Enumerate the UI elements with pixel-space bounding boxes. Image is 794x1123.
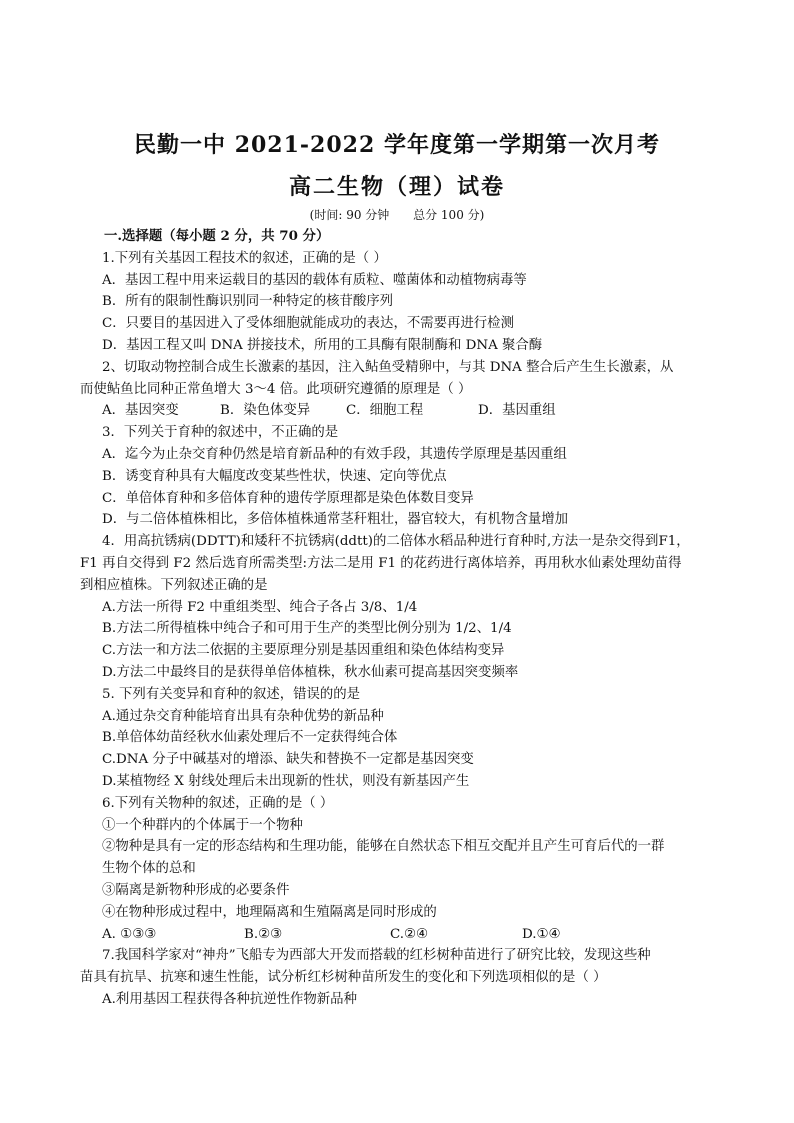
exam-content	[80, 226, 730, 1011]
question-2-stem: 2、切取动物控制合成生长激素的基因，注入鲇鱼受精卵中，与其 DNA 整合后产生生长激素，从	[102, 359, 674, 375]
exam-time: (时间: 90 分钟	[309, 208, 390, 222]
question-1-option-a: A．基因工程中用来运载目的基因的载体有质粒、噬菌体和动植物病毒等	[102, 272, 527, 288]
exam-meta	[0, 206, 794, 223]
question-6-option-d: D.①④	[522, 926, 561, 942]
question-7-option-a: A.利用基因工程获得各种抗逆性作物新品种	[102, 991, 357, 1007]
exam-title: 民勤一中 2021-2022 学年度第一学期第一次月考	[134, 132, 660, 158]
question-1-stem: 1.下列有关基因工程技术的叙述，正确的是（ ）	[102, 250, 387, 266]
question-7-stem-cont: 苗具有抗旱、抗寒和速生性能，试分析红杉树种苗所发生的变化和下列选项相似的是（ ）	[80, 970, 607, 986]
question-4-stem-cont-2: 到相应植株。下列叙述正确的是	[80, 577, 268, 593]
question-6-statement-2: ②物种是具有一定的形态结构和生理功能，能够在自然状态下相互交配并且产生可育后代的一群	[102, 839, 665, 855]
question-5-option-b: B.单倍体幼苗经秋水仙素处理后不一定获得纯合体	[102, 730, 398, 746]
question-5-option-a: A.通过杂交育种能培育出具有杂种优势的新品种	[102, 708, 384, 724]
question-4-option-c: C.方法一和方法二依据的主要原理分别是基因重组和染色体结构变异	[102, 643, 505, 659]
question-6-statement-3: ③隔离是新物种形成的必要条件	[102, 882, 290, 898]
question-2-option-d: D．基因重组	[478, 403, 556, 419]
question-5-stem: 5. 下列有关变异和育种的叙述，错误的的是	[102, 686, 361, 702]
question-1-option-b: B．所有的限制性酶识别同一种特定的核苷酸序列	[102, 294, 394, 310]
question-5-option-c: C.DNA 分子中碱基对的增添、缺失和替换不一定都是基因突变	[102, 752, 474, 768]
question-4-stem: 4．用高抗锈病(DDTT)和矮秆不抗锈病(ddtt)的二倍体水稻品种进行育种时,方法一是杂交得到F1，	[102, 534, 690, 550]
question-3-option-d: D．与二倍体植株相比，多倍体植株通常茎秆粗壮，器官较大，有机物含量增加	[102, 512, 569, 528]
exam-total-score: 总分 100 分)	[413, 208, 485, 222]
question-4-option-d: D.方法二中最终目的是获得单倍体植株，秋水仙素可提高基因突变频率	[102, 664, 519, 680]
question-2-stem-cont: 而使鲇鱼比同种正常鱼增大 3～4 倍。此项研究遵循的原理是（ ）	[80, 381, 472, 397]
question-6-option-a: A. ①③③	[102, 926, 157, 942]
question-2-option-a: A．基因突变	[102, 403, 179, 419]
question-3-option-b: B．诱变育种具有大幅度改变某些性状，快速、定向等优点	[102, 468, 447, 484]
question-4-option-b: B.方法二所得植株中纯合子和可用于生产的类型比例分别为 1/2、1/4	[102, 621, 512, 637]
question-3-stem: 3．下列关于育种的叙述中，不正确的是	[102, 425, 339, 441]
question-4-stem-cont-1: F1 再自交得到 F2 然后选育所需类型:方法二是用 F1 的花药进行离体培养，再用秋水仙素处理幼苗得	[80, 555, 682, 571]
question-1-option-c: C．只要目的基因进入了受体细胞就能成功的表达，不需要再进行检测	[102, 316, 514, 332]
question-3-option-a: A．迄今为止杂交育种仍然是培育新品种的有效手段，其遗传学原理是基因重组	[102, 446, 567, 462]
question-2-option-c: C．细胞工程	[346, 403, 424, 419]
question-6-statement-1: ①一个种群内的个体属于一个物种	[102, 817, 303, 833]
question-6-statement-4: ④在物种形成过程中，地理隔离和生殖隔离是同时形成的	[102, 904, 437, 920]
question-2-options	[80, 400, 730, 422]
question-6-option-b: B.②③	[244, 926, 283, 942]
question-6-options	[80, 924, 730, 946]
question-7-stem: 7.我国科学家对“神舟”飞船专为西部大开发而搭载的红杉树种苗进行了研究比较，发现这些种	[102, 948, 651, 964]
question-5-option-d: D.某植物经 X 射线处理后未出现新的性状，则没有新基因产生	[102, 773, 470, 789]
question-3-option-c: C．单倍体育种和多倍体育种的遗传学原理都是染色体数目变异	[102, 490, 474, 506]
question-6-stem: 6.下列有关物种的叙述，正确的是（ ）	[102, 795, 334, 811]
section-heading: 一.选择题（每小题 2 分，共 70 分）	[104, 228, 330, 244]
question-6-statement-2-cont: 生物个体的总和	[102, 861, 196, 877]
question-6-option-c: C.②④	[390, 926, 429, 942]
question-2-option-b: B．染色体变异	[220, 403, 311, 419]
question-4-option-a: A.方法一所得 F2 中重组类型、纯合子各占 3/8、1/4	[102, 599, 418, 615]
question-1-option-d: D．基因工程又叫 DNA 拼接技术，所用的工具酶有限制酶和 DNA 聚合酶	[102, 337, 543, 353]
exam-subtitle: 高二生物（理）试卷	[288, 174, 505, 200]
